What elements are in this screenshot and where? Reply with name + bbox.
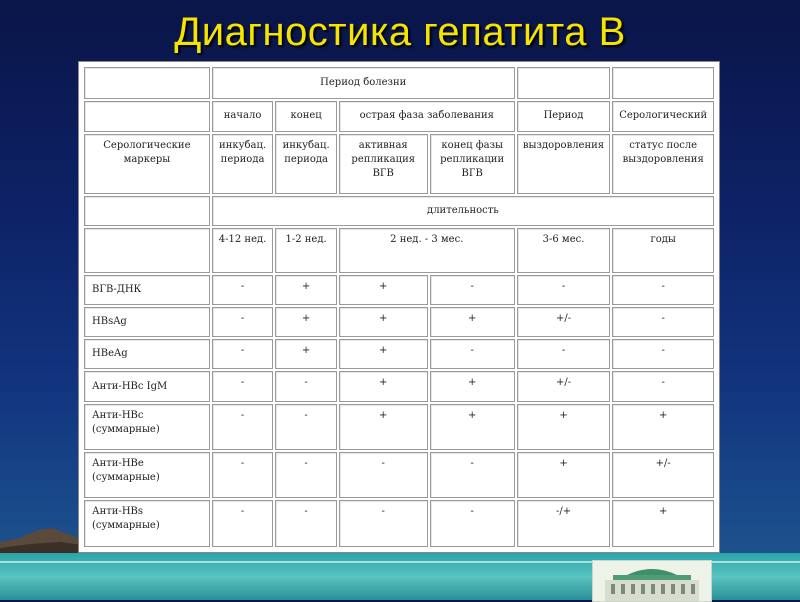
sub-header: инкубац. периода bbox=[275, 134, 337, 195]
sub-header: статус после выздоровления bbox=[612, 134, 714, 195]
sub-header: инкубац. периода bbox=[212, 134, 274, 195]
value-cell: - bbox=[430, 339, 515, 369]
value-cell: + bbox=[612, 500, 714, 547]
empty-header-cell bbox=[84, 228, 210, 272]
value-cell: - bbox=[517, 275, 611, 305]
table-row bbox=[84, 339, 714, 369]
table-row bbox=[84, 371, 714, 401]
phase-header: Серологический bbox=[612, 101, 714, 131]
period-header: Период болезни bbox=[212, 67, 515, 99]
value-cell: + bbox=[612, 404, 714, 450]
value-cell: - bbox=[612, 371, 714, 401]
value-cell: + bbox=[275, 275, 337, 305]
value-cell: - bbox=[339, 500, 428, 547]
value-cell: - bbox=[612, 339, 714, 369]
marker-name: Анти-HBc (суммарные) bbox=[84, 404, 210, 450]
table-row bbox=[84, 452, 714, 498]
value-cell: - bbox=[430, 275, 515, 305]
value-cell: - bbox=[430, 500, 515, 547]
sub-header: конец фазы репликации ВГВ bbox=[430, 134, 515, 195]
value-cell: + bbox=[430, 371, 515, 401]
value-cell: + bbox=[339, 275, 428, 305]
empty-header-cell bbox=[84, 67, 210, 99]
hepatitis-b-diagnostics-table bbox=[82, 65, 716, 549]
empty-header-cell bbox=[612, 67, 714, 99]
marker-name: HBeAg bbox=[84, 339, 210, 369]
value-cell: - bbox=[275, 404, 337, 450]
value-cell: - bbox=[212, 307, 274, 337]
value-cell: +/- bbox=[612, 452, 714, 498]
value-cell: +/- bbox=[517, 371, 611, 401]
marker-name: Анти-HBe (суммарные) bbox=[84, 452, 210, 498]
marker-name: Анти-HBc IgM bbox=[84, 371, 210, 401]
diagnostics-table-panel bbox=[78, 61, 720, 553]
value-cell: + bbox=[339, 371, 428, 401]
value-cell: - bbox=[275, 452, 337, 498]
marker-name: HBsAg bbox=[84, 307, 210, 337]
value-cell: - bbox=[212, 404, 274, 450]
empty-header-cell bbox=[84, 196, 210, 226]
duration-header: длительность bbox=[212, 196, 714, 226]
table-row bbox=[84, 307, 714, 337]
table-row bbox=[84, 500, 714, 547]
value-cell: - bbox=[212, 500, 274, 547]
value-cell: - bbox=[339, 452, 428, 498]
value-cell: + bbox=[517, 404, 611, 450]
phase-header: конец bbox=[275, 101, 337, 131]
phase-header: Период bbox=[517, 101, 611, 131]
value-cell: -/+ bbox=[517, 500, 611, 547]
duration-cell: годы bbox=[612, 228, 714, 272]
table-row bbox=[84, 404, 714, 450]
value-cell: - bbox=[212, 275, 274, 305]
value-cell: + bbox=[517, 452, 611, 498]
sub-header: активная репликация ВГВ bbox=[339, 134, 428, 195]
phase-header: острая фаза заболевания bbox=[339, 101, 515, 131]
duration-cell: 4-12 нед. bbox=[212, 228, 274, 272]
duration-cell: 1-2 нед. bbox=[275, 228, 337, 272]
value-cell: + bbox=[339, 307, 428, 337]
value-cell: - bbox=[275, 500, 337, 547]
value-cell: - bbox=[212, 452, 274, 498]
duration-cell: 2 нед. - 3 мес. bbox=[339, 228, 515, 272]
value-cell: + bbox=[430, 404, 515, 450]
value-cell: + bbox=[275, 307, 337, 337]
value-cell: - bbox=[275, 371, 337, 401]
value-cell: + bbox=[339, 404, 428, 450]
empty-header-cell bbox=[517, 67, 611, 99]
building-image bbox=[592, 560, 712, 602]
value-cell: - bbox=[212, 339, 274, 369]
value-cell: +/- bbox=[517, 307, 611, 337]
marker-name: Анти-HBs (суммарные) bbox=[84, 500, 210, 547]
value-cell: + bbox=[430, 307, 515, 337]
markers-label: Серологические маркеры bbox=[84, 134, 210, 195]
value-cell: - bbox=[212, 371, 274, 401]
value-cell: - bbox=[517, 339, 611, 369]
value-cell: - bbox=[612, 275, 714, 305]
marker-name: ВГВ-ДНК bbox=[84, 275, 210, 305]
value-cell: - bbox=[612, 307, 714, 337]
value-cell: + bbox=[275, 339, 337, 369]
value-cell: + bbox=[339, 339, 428, 369]
sub-header: выздоровления bbox=[517, 134, 611, 195]
slide-title: Диагностика гепатита В bbox=[174, 10, 626, 54]
value-cell: - bbox=[430, 452, 515, 498]
empty-header-cell bbox=[84, 101, 210, 131]
duration-cell: 3-6 мес. bbox=[517, 228, 611, 272]
table-row bbox=[84, 275, 714, 305]
phase-header: начало bbox=[212, 101, 274, 131]
